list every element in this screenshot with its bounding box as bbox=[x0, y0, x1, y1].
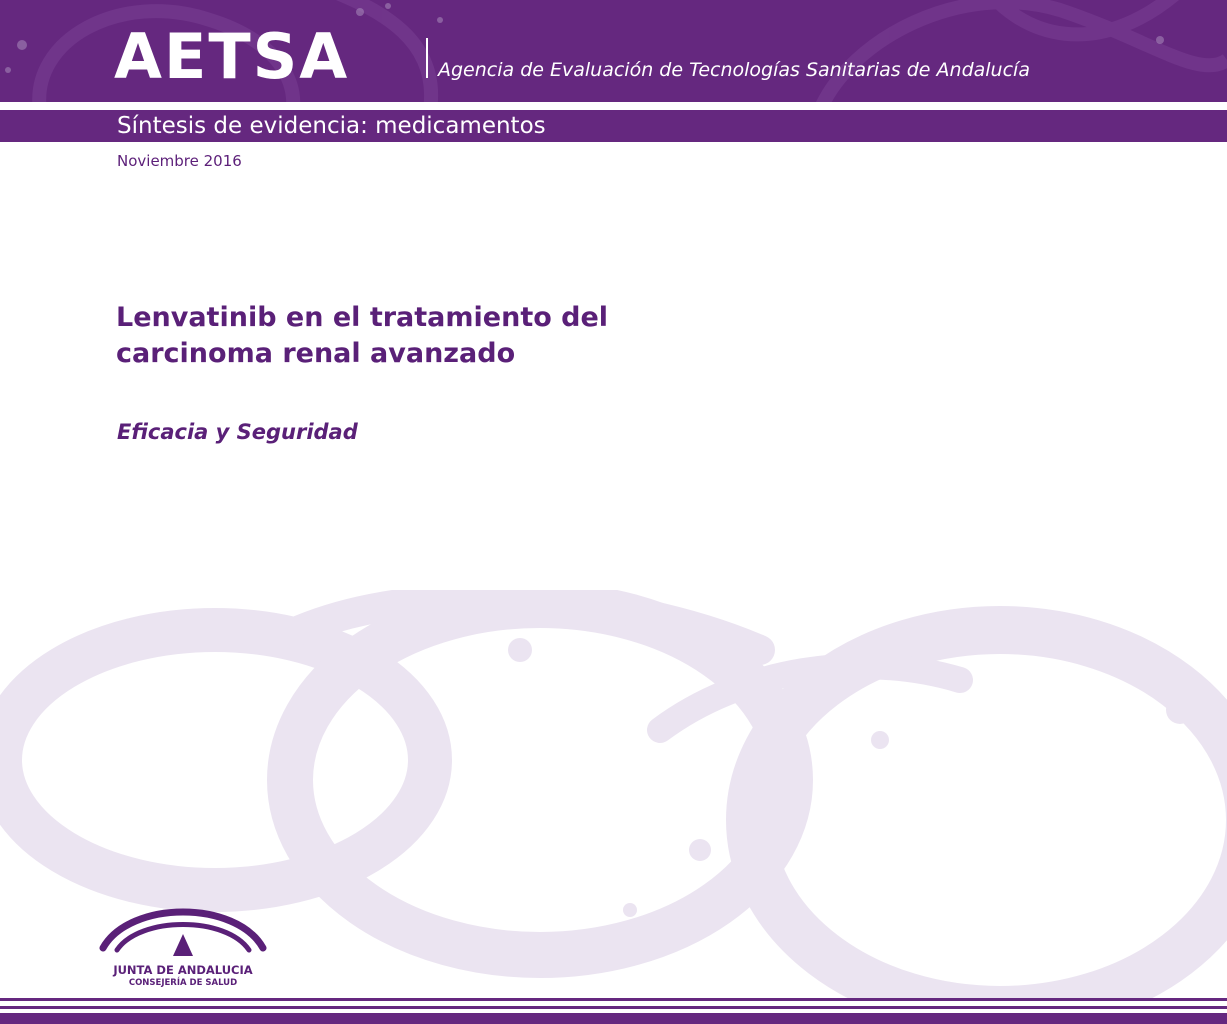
footer-band bbox=[0, 1013, 1227, 1024]
aetsa-logo: AETSA bbox=[114, 20, 350, 93]
junta-name: JUNTA DE ANDALUCIA bbox=[113, 963, 253, 977]
header-gap bbox=[0, 102, 1227, 110]
junta-department: CONSEJERÍA DE SALUD bbox=[128, 978, 238, 988]
document-title-line-2: carcinoma renal avanzado bbox=[116, 338, 516, 369]
header-banner bbox=[0, 0, 1227, 102]
document-title bbox=[116, 300, 836, 372]
document-title-line-1: Lenvatinib en el tratamiento del bbox=[116, 302, 609, 333]
publication-date: Noviembre 2016 bbox=[117, 152, 242, 170]
series-band bbox=[0, 110, 1227, 142]
document-subtitle: Eficacia y Seguridad bbox=[117, 420, 358, 444]
agency-name: Agencia de Evaluación de Tecnologías Sanitarias de Andalucía bbox=[438, 59, 1030, 81]
footer-rule-bottom bbox=[0, 1006, 1227, 1009]
series-title: Síntesis de evidencia: medicamentos bbox=[117, 113, 546, 139]
logo-divider bbox=[426, 38, 428, 78]
footer-rule-top bbox=[0, 998, 1227, 1001]
